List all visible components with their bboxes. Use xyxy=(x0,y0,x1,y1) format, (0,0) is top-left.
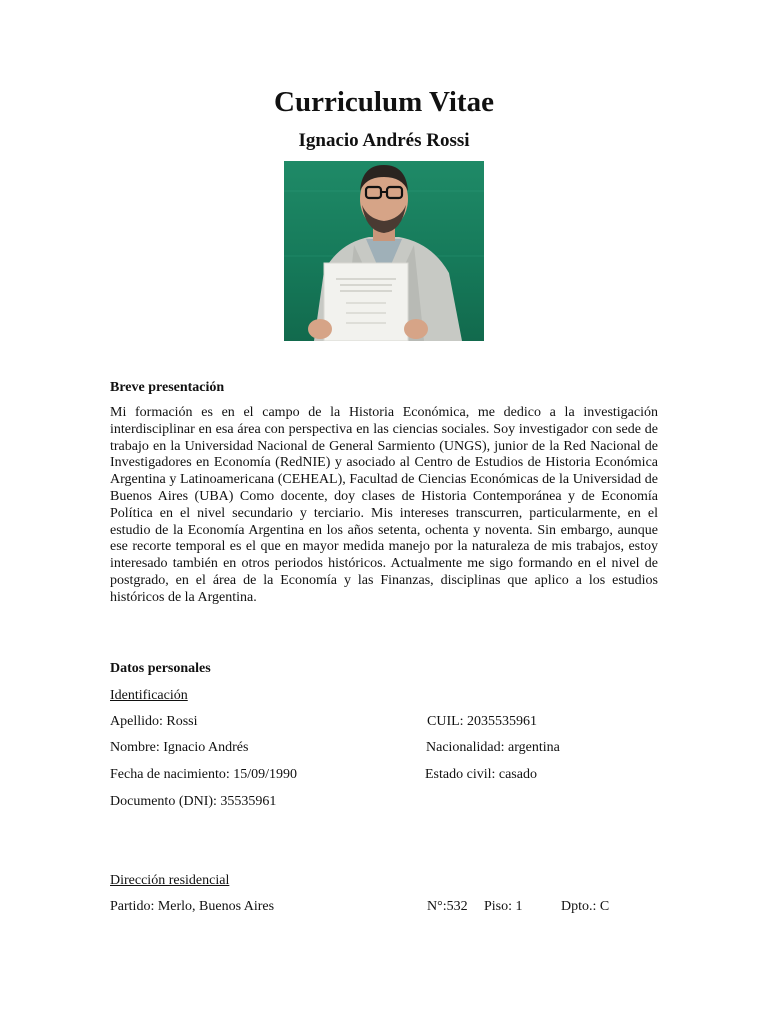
partido-field: Partido: Merlo, Buenos Aires xyxy=(110,899,275,914)
address-heading: Dirección residencial xyxy=(110,873,230,888)
surname-field: Apellido: Rossi xyxy=(110,714,198,729)
person-name: Ignacio Andrés Rossi xyxy=(298,130,470,151)
intro-heading: Breve presentación xyxy=(110,380,225,395)
intro-paragraph: Mi formación es en el campo de la Historia Económica, me dedico a la investigación interdisciplinar en esa área con perspectiva en las ciencias sociales. Soy investigador con sede de trabajo en la Universidad Nacional de General Sarmiento (UNGS), junior de la Red Nacional de Investigadores en Economía (RedNIE) y asociado al Centro de Estudios de Historia Económica Argentina y Latinoamericana (CEHEAL), Facultad de Ciencias Económicas de la Universidad de Buenos Aires (UBA) Como docente, doy clases de Historia Contemporánea y de Economía Política en el nivel secundario y terciario. Mis intereses transcurren, particularmente, en el estudio de la Economía Argentina en los años setenta, ochenta y noventa. Sin embargo, aunque ese recorte temporal es el que en mayor medida manejo por la naturaleza de mis trabajos, estoy interesado también en otros periodos históricos. Actualmente me sigo formando en el nivel de postgrado, en el área de la Economía y las Finanzas, disciplinas que aplico a los estudios históricos de la Argentina. xyxy=(110,405,658,605)
cuil-field: CUIL: 2035535961 xyxy=(427,714,538,729)
floor-field: Piso: 1 xyxy=(484,899,523,914)
birth-date-field: Fecha de nacimiento: 15/09/1990 xyxy=(110,767,298,782)
nationality-field: Nacionalidad: argentina xyxy=(426,740,560,755)
street-number-field: N°:532 xyxy=(427,899,468,914)
personal-data-heading: Datos personales xyxy=(110,661,211,676)
apartment-field: Dpto.: C xyxy=(561,899,610,914)
identification-heading: Identificación xyxy=(110,688,188,703)
civil-status-field: Estado civil: casado xyxy=(425,767,537,782)
portrait-illustration xyxy=(284,161,484,341)
document-title: Curriculum Vitae xyxy=(274,86,494,118)
first-name-field: Nombre: Ignacio Andrés xyxy=(110,740,249,755)
document-field: Documento (DNI): 35535961 xyxy=(110,794,277,809)
portrait-photo xyxy=(284,161,484,341)
